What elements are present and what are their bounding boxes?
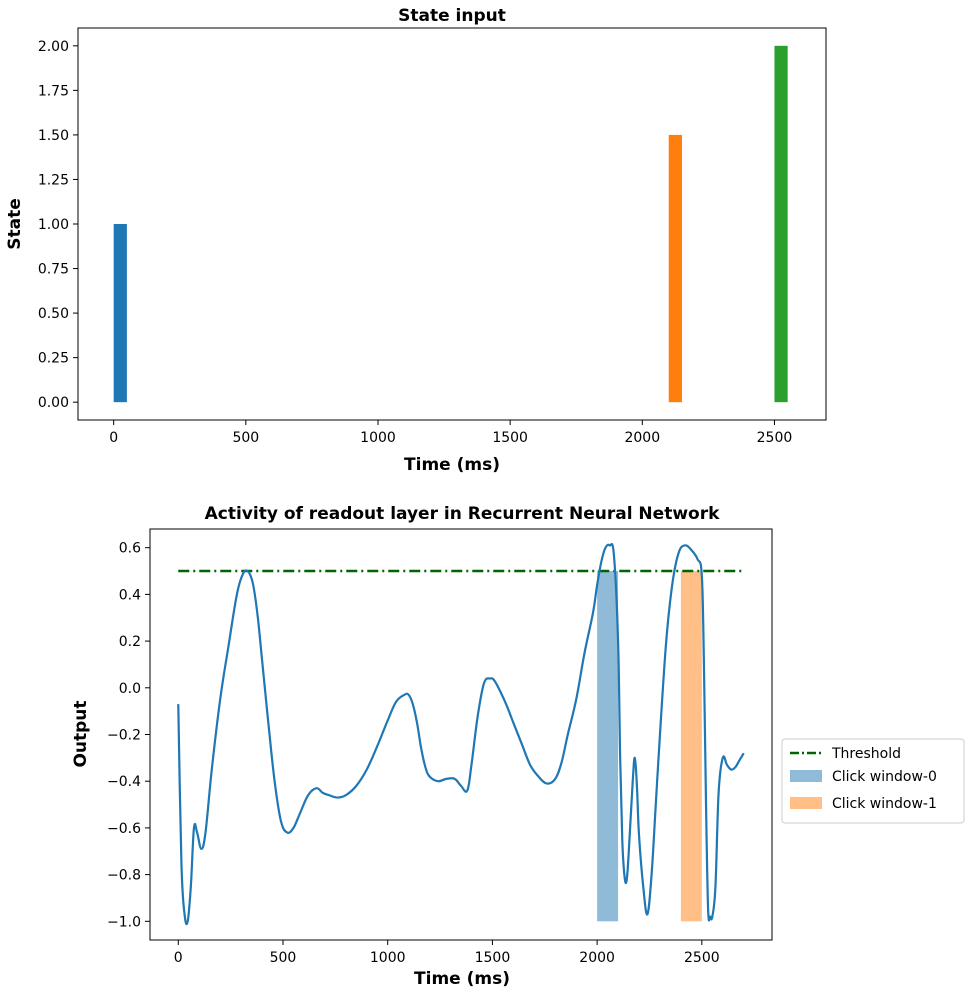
output-x-tick-label-2: 1000: [369, 950, 406, 966]
readout-activity-title: Activity of readout layer in Recurrent Neural Network: [204, 504, 720, 524]
state-bar-1: [669, 135, 682, 402]
click-window-1: [681, 571, 702, 921]
output-y-tick-label-5: 0.0: [118, 680, 141, 697]
state-y-tick-label-3: 0.75: [37, 261, 69, 278]
state-x-tick-label-2: 1000: [360, 430, 396, 446]
legend: [782, 739, 964, 823]
output-series-line-0: [178, 544, 743, 924]
output-x-tick-label-3: 1500: [474, 950, 511, 966]
legend-click-window-0-label: Click window-0: [832, 769, 937, 785]
output-y-tick-label-8: 0.6: [118, 540, 141, 557]
output-x-tick-label-5: 2500: [684, 950, 720, 966]
output-x-tick-label-1: 500: [269, 950, 297, 966]
state-input-title: State input: [398, 6, 506, 26]
state-x-tick-label-3: 1500: [492, 430, 528, 446]
legend-click-window-1-label: Click window-1: [832, 796, 937, 812]
click-window-0: [597, 571, 618, 921]
state-x-tick-label-5: 2500: [756, 430, 793, 446]
output-y-tick-label-7: 0.4: [118, 587, 141, 604]
state-bar-0: [114, 224, 127, 402]
state-input-chart: [5, 6, 826, 475]
output-y-tick-label-3: −0.4: [107, 774, 141, 791]
output-x-tick-label-0: 0: [173, 950, 183, 966]
state-x-tick-label-0: 0: [109, 430, 119, 446]
output-y-tick-label-1: −0.8: [107, 867, 141, 884]
state-input-y-axis-label: State: [5, 198, 25, 250]
legend-click-window-1-swatch: [790, 797, 822, 809]
state-bar-2: [774, 46, 787, 402]
state-x-tick-label-1: 500: [232, 430, 260, 446]
readout-activity-plot-area: [150, 529, 772, 940]
output-y-tick-label-2: −0.6: [107, 820, 141, 837]
state-y-tick-label-2: 0.50: [37, 306, 69, 323]
state-y-tick-label-7: 1.75: [37, 83, 69, 100]
legend-threshold-label: Threshold: [832, 746, 901, 762]
state-y-tick-label-5: 1.25: [37, 172, 69, 189]
state-y-tick-label-6: 1.50: [37, 127, 69, 144]
legend-click-window-0-swatch: [790, 770, 822, 782]
state-x-tick-label-4: 2000: [624, 430, 661, 446]
state-input-x-axis-label: Time (ms): [404, 455, 500, 475]
state-y-tick-label-0: 0.00: [37, 395, 69, 412]
output-y-tick-label-4: −0.2: [107, 727, 141, 744]
output-y-tick-label-6: 0.2: [118, 634, 141, 651]
output-x-tick-label-4: 2000: [579, 950, 615, 966]
state-y-tick-label-8: 2.00: [37, 38, 69, 55]
state-y-tick-label-4: 1.00: [37, 217, 69, 233]
state-y-tick-label-1: 0.25: [37, 350, 69, 367]
readout-activity-y-axis-label: Output: [71, 700, 91, 768]
output-y-tick-label-0: −1.0: [107, 914, 141, 931]
readout-activity-x-axis-label: Time (ms): [414, 969, 510, 989]
state-input-plot-area: [78, 28, 826, 420]
readout-activity-chart: [71, 504, 964, 989]
